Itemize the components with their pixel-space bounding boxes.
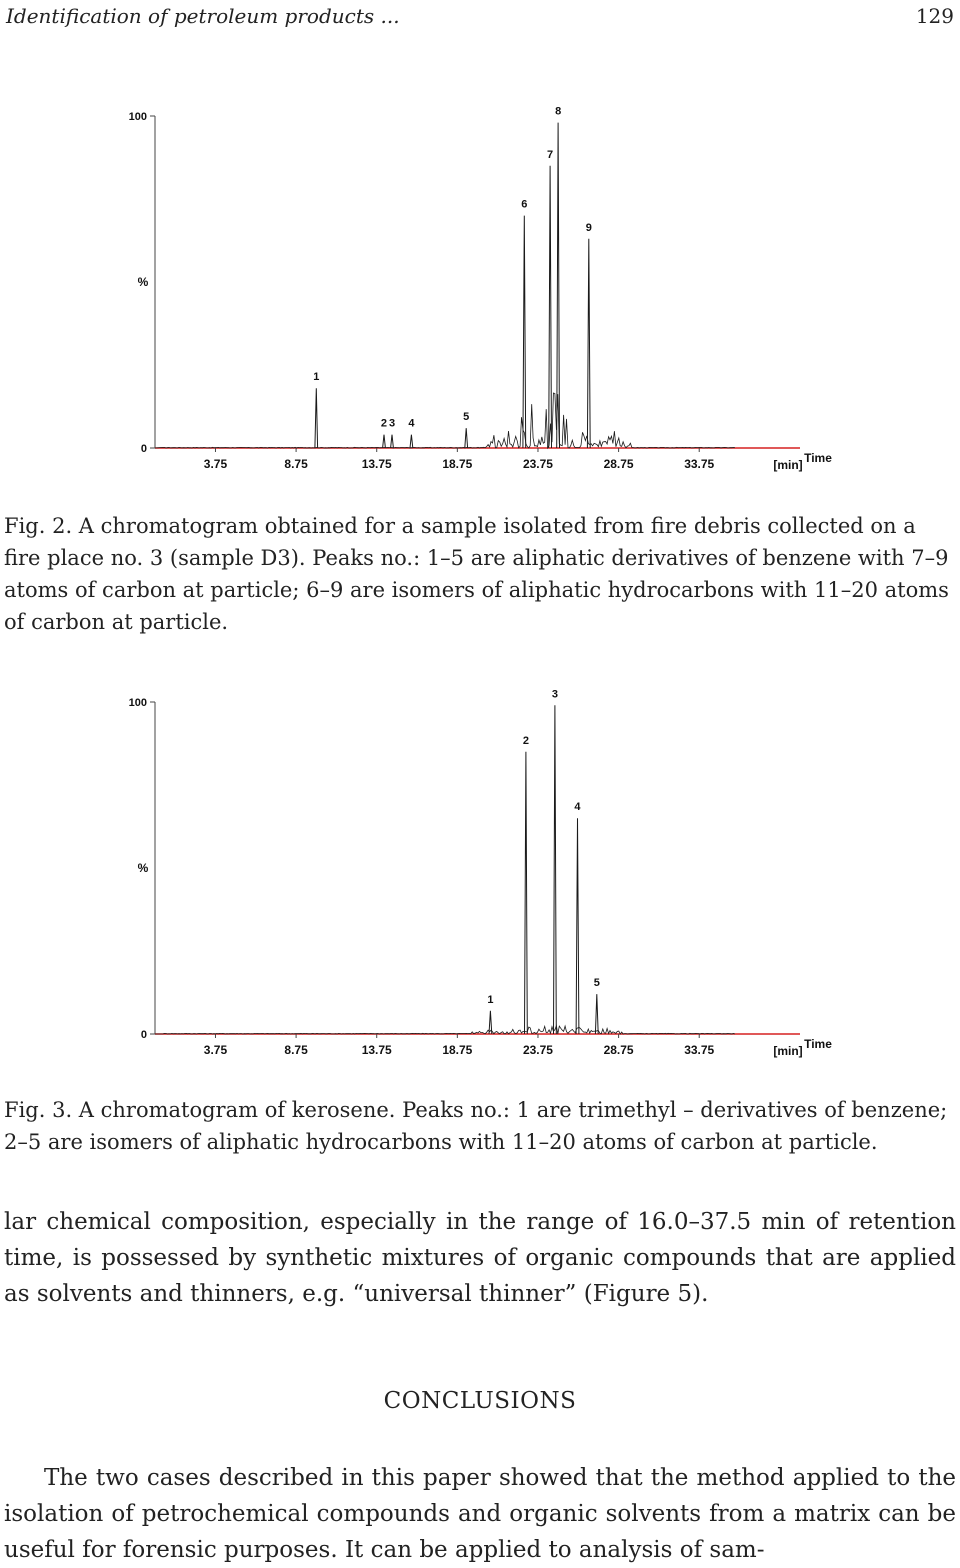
x-tick-label: 28.75 [603, 457, 634, 471]
x-axis-label-time: Time [804, 1037, 832, 1051]
x-tick-label: 3.75 [203, 457, 228, 471]
running-title: Identification of petroleum products ... [6, 4, 400, 28]
figure-3-svg [0, 676, 960, 1071]
peak-label-6: 6 [521, 198, 528, 211]
chromatogram-trace [155, 1026, 735, 1034]
y-tick-label: 100 [128, 111, 147, 123]
y-tick-label: 100 [128, 697, 147, 709]
figure-2-svg [0, 90, 960, 485]
page-number: 129 [915, 4, 954, 28]
peak-5 [595, 994, 598, 1034]
peak-label-8: 8 [555, 105, 562, 118]
y-axis-label: % [137, 275, 149, 289]
x-tick-label: 23.75 [522, 1043, 553, 1057]
peak-2 [383, 435, 386, 448]
x-tick-label: 3.75 [203, 1043, 228, 1057]
figure-2-caption: Fig. 2. A chromatogram obtained for a sample isolated from fire debris collected on a fire place no. 3 (sample D3). Peaks no.: 1–5 are aliphatic derivatives of benzene with 7–9 atoms of carbon at particle; 6–9 are isomers of aliphatic hydrocarbons with 11–20 atoms of carbon at particle. [4, 514, 949, 634]
peak-2 [525, 752, 528, 1034]
figure-3-caption: Fig. 3. A chromatogram of kerosene. Peaks no.: 1 are trimethyl – derivatives of benzene; 2–5 are isomers of aliphatic hydrocarbons with 11–20 atoms of carbon at particle. [4, 1098, 948, 1154]
peak-5 [465, 428, 468, 448]
x-tick-label: 13.75 [361, 1043, 392, 1057]
peak-3 [391, 435, 394, 448]
peak-4 [576, 818, 579, 1034]
peak-6 [523, 216, 526, 448]
peak-9 [587, 239, 590, 448]
y-tick-label: 0 [140, 443, 147, 455]
y-axis-label: % [137, 861, 149, 875]
x-tick-label: 13.75 [361, 457, 392, 471]
peak-label-5: 5 [463, 411, 470, 424]
x-tick-label: 23.75 [522, 457, 553, 471]
x-tick-label: 28.75 [603, 1043, 634, 1057]
x-tick-label: 18.75 [442, 1043, 473, 1057]
figure-2-chart [0, 90, 960, 485]
x-tick-label: 33.75 [684, 1043, 715, 1057]
peak-label-9: 9 [585, 221, 592, 234]
peak-label-4: 4 [574, 801, 581, 814]
body-paragraph-conclusions: The two cases described in this paper showed that the method applied to the isolation of petrochemical compounds and organic solvents from a matrix can be useful for forensic purposes. It can be applied to analysis of sam- [4, 1465, 956, 1563]
x-axis-label-time: Time [804, 451, 832, 465]
x-tick-label: 8.75 [284, 457, 308, 471]
section-heading: CONCLUSIONS [383, 1388, 577, 1414]
chromatogram-trace [155, 393, 735, 448]
peak-label-2: 2 [522, 734, 529, 747]
running-head [6, 4, 954, 28]
figure-3-chart [0, 676, 960, 1071]
peak-3 [554, 705, 557, 1034]
peak-label-7: 7 [547, 148, 554, 161]
x-tick-label: 18.75 [442, 457, 473, 471]
y-tick-label: 0 [140, 1029, 147, 1041]
peak-label-1: 1 [313, 371, 320, 384]
x-tick-label: 8.75 [284, 1043, 308, 1057]
peak-label-5: 5 [593, 977, 600, 990]
peak-1 [315, 388, 318, 448]
peak-label-2: 2 [380, 417, 388, 430]
x-tick-label: 33.75 [684, 457, 715, 471]
peak-label-3: 3 [551, 688, 558, 701]
peak-label-1: 1 [487, 993, 494, 1006]
body-paragraph: lar chemical composition, especially in the range of 16.0–37.5 min of retention time, is possessed by synthetic mixtures of organic compounds that are applied as solvents and thinners, e.g. “universal thinner” (Figure 5). [4, 1209, 956, 1307]
peak-label-4: 4 [408, 417, 415, 430]
x-axis-label: [min] [773, 458, 803, 472]
peak-label-3: 3 [388, 417, 396, 430]
x-axis-label: [min] [773, 1044, 803, 1058]
peak-7 [549, 166, 552, 448]
peak-4 [410, 435, 413, 448]
